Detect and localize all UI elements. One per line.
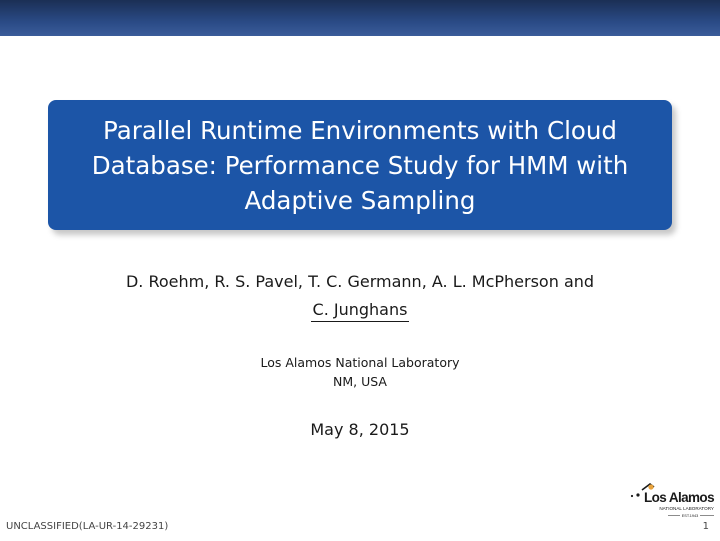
logo-subtitle: NATIONAL LABORATORY [659, 506, 714, 511]
institute-location: NM, USA [333, 374, 387, 389]
authors-line-1: D. Roehm, R. S. Pavel, T. C. Germann, A. L. McPherson and [125, 272, 595, 291]
title-box [48, 100, 672, 230]
logo-est: EST.1943 [681, 514, 699, 518]
top-header-bar [0, 0, 720, 36]
logo-name: Los Alamos [643, 490, 714, 505]
los-alamos-logo [624, 482, 716, 520]
institute-block [0, 353, 720, 391]
slide-title: Parallel Runtime Environments with Cloud Database: Performance Study for HMM with Adaptive Sampling [91, 115, 629, 215]
presentation-date: May 8, 2015 [310, 420, 410, 439]
presenting-author: C. Junghans [311, 299, 410, 322]
authors-block [0, 268, 720, 324]
institute-name: Los Alamos National Laboratory [260, 355, 460, 370]
footer-classification: UNCLASSIFIED(LA-UR-14-29231) [6, 521, 169, 532]
footer-page-number: 1 [702, 521, 709, 532]
